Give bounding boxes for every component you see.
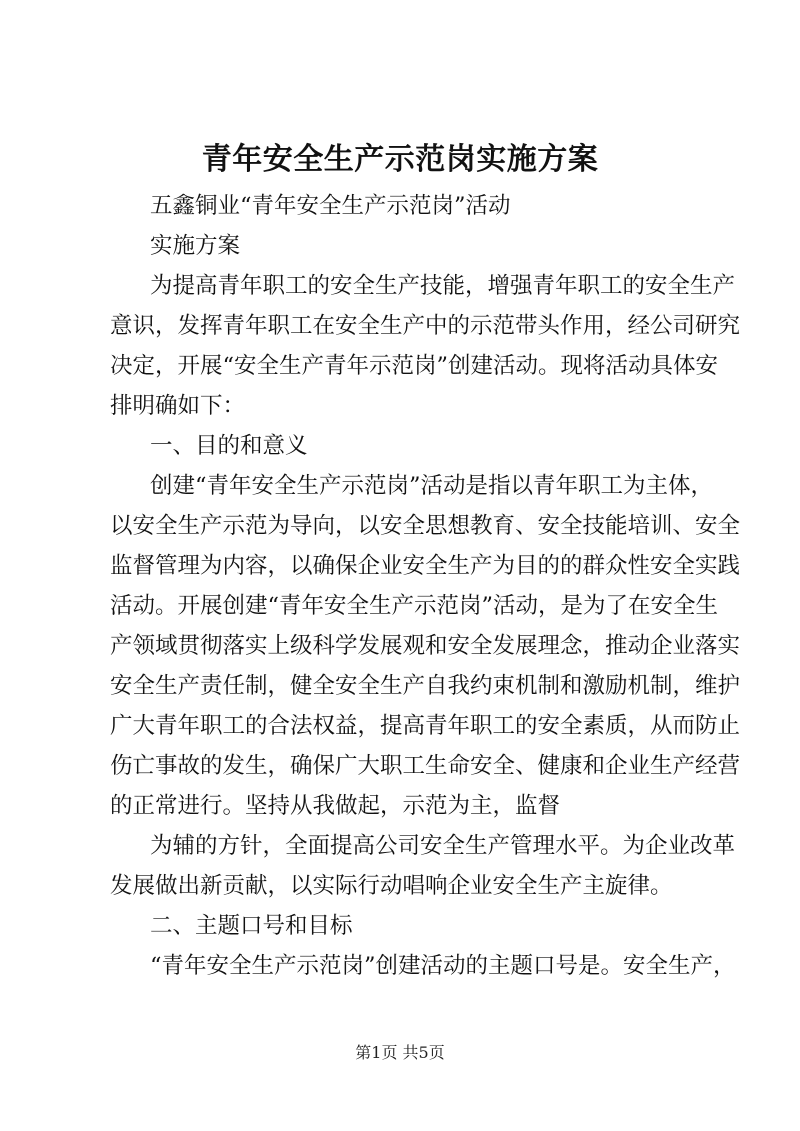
text-line: 排明确如下： (110, 393, 246, 419)
text-line: 发展做出新贡献，以实际行动唱响企业安全生产主旋律。 (110, 873, 673, 899)
page-footer: 第1页 共5页 (355, 1043, 445, 1062)
text-line: 活动。开展创建“青年安全生产示范岗”活动，是为了在安全生 (110, 593, 719, 619)
text-line: 为提高青年职工的安全生产技能，增强青年职工的安全生产 (150, 273, 736, 299)
intro-paragraph (110, 266, 741, 426)
text-line: 实施方案 (150, 233, 241, 259)
text-line: 一、目的和意义 (150, 433, 308, 459)
text-line: 广大青年职工的合法权益，提高青年职工的安全素质，从而防止 (110, 713, 741, 739)
section-2-heading (110, 906, 710, 946)
text-line: 决定，开展“安全生产青年示范岗”创建活动。现将活动具体安 (110, 353, 719, 379)
text-line: 安全生产责任制，健全安全生产自我约束机制和激励机制，维护 (110, 673, 741, 699)
text-line: 伤亡事故的发生，确保广大职工生命安全、健康和企业生产经营 (110, 753, 741, 779)
document-title: 青年安全生产示范岗实施方案 (201, 142, 599, 177)
section-1-heading (110, 426, 710, 466)
text-line: 以安全生产示范为导向，以安全思想教育、安全技能培训、安全 (110, 513, 741, 539)
text-line: “青年安全生产示范岗”创建活动的主题口号是。安全生产， (150, 953, 736, 979)
section-1-paragraph (110, 466, 741, 826)
text-line: 产领域贯彻落实上级科学发展观和安全发展理念，推动企业落实 (110, 633, 741, 659)
subtitle-line-2 (110, 226, 710, 266)
text-line: 监督管理为内容，以确保企业安全生产为目的的群众性安全实践 (110, 553, 741, 579)
section-2-paragraph (110, 946, 736, 986)
text-line: 意识，发挥青年职工在安全生产中的示范带头作用，经公司研究 (110, 313, 741, 339)
section-1-paragraph-2 (110, 826, 736, 906)
document-body (110, 186, 741, 986)
subtitle-line-1 (110, 186, 710, 226)
text-line: 的正常进行。坚持从我做起，示范为主，监督 (110, 793, 561, 819)
text-line: 为辅的方针，全面提高公司安全生产管理水平。为企业改革 (150, 833, 736, 859)
text-line: 创建“青年安全生产示范岗”活动是指以青年职工为主体， (150, 473, 714, 499)
text-line: 二、主题口号和目标 (150, 913, 353, 939)
text-line: 五鑫铜业“青年安全生产示范岗”活动 (150, 193, 511, 219)
